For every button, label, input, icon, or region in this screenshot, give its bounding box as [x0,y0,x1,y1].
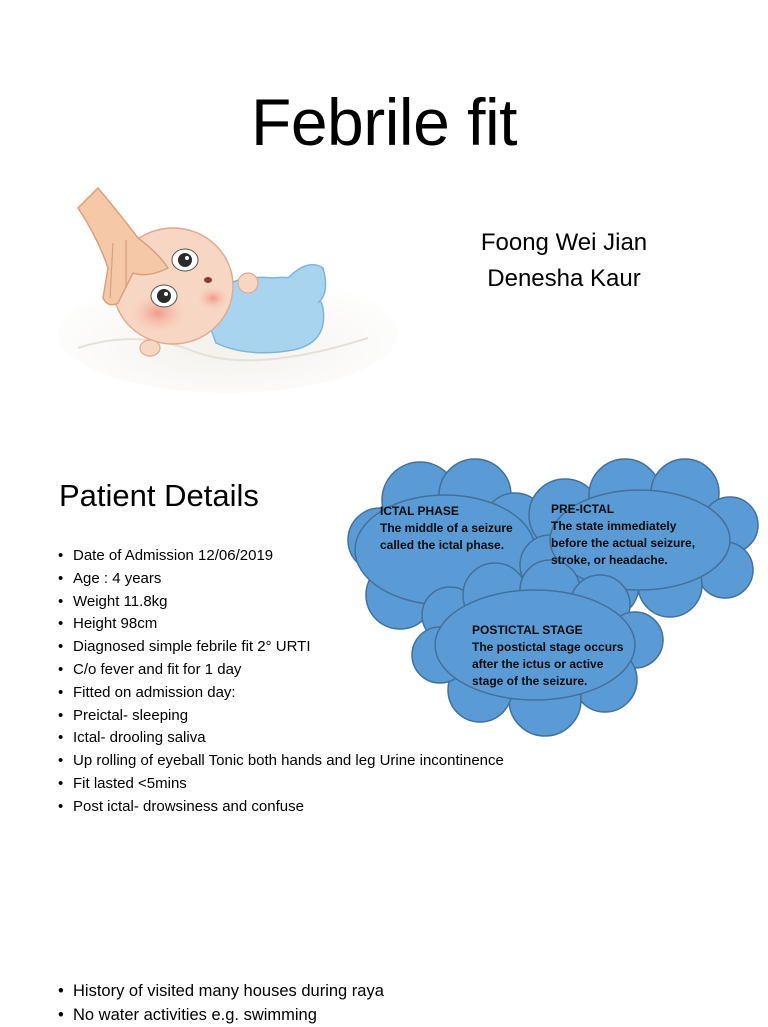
list-item: • C/o fever and fit for 1 day [58,659,504,682]
callout-heading: POSTICTAL STAGE [472,623,583,637]
seizure-phase-clouds [340,455,760,745]
list-item: • Date of Admission 12/06/2019 [58,545,504,568]
list-item: • Age : 4 years [58,568,504,591]
postictal-stage-callout [472,622,623,690]
callout-text: stage of the seizure. [472,674,588,688]
list-item: • Preictal- sleeping [58,705,504,728]
callout-text: called the ictal phase. [380,538,505,552]
pre-ictal-callout [551,501,695,569]
callout-text: stroke, or headache. [551,553,668,567]
callout-text: The middle of a seizure [380,521,513,535]
list-item: • Weight 11.8kg [58,591,504,614]
list-item: • Ictal- drooling saliva [58,727,504,750]
list-item: • Diagnosed simple febrile fit 2° URTI [58,636,504,659]
list-item: • Height 98cm [58,613,504,636]
list-item: • Fit lasted <5mins [58,773,504,796]
section-heading: Patient Details [59,478,259,513]
callout-text: The postictal stage occurs [472,640,624,654]
callout-heading: ICTAL PHASE [380,504,459,518]
list-item: • Up rolling of eyeball Tonic both hands and leg Urine incontinence [58,750,504,773]
author-name: Denesha Kaur [487,265,641,292]
page-title: Febrile fit [251,85,517,159]
additional-history-list [58,979,384,1027]
callout-text: after the ictus or active [472,657,604,671]
list-item: • History of visited many houses during raya [58,979,384,1003]
list-item: • Fitted on admission day: [58,682,504,705]
callout-text: before the actual seizure, [551,536,696,550]
list-item: • No water activities e.g. swimming [58,1003,384,1027]
callout-heading: PRE-ICTAL [551,502,615,516]
list-item: • Post ictal- drowsiness and confuse [58,796,504,819]
callout-text: The state immediately [551,519,677,533]
author-name: Foong Wei Jian [480,229,648,256]
ictal-phase-callout [380,503,513,554]
author-list [440,225,688,297]
baby-fever-illustration [38,178,398,403]
